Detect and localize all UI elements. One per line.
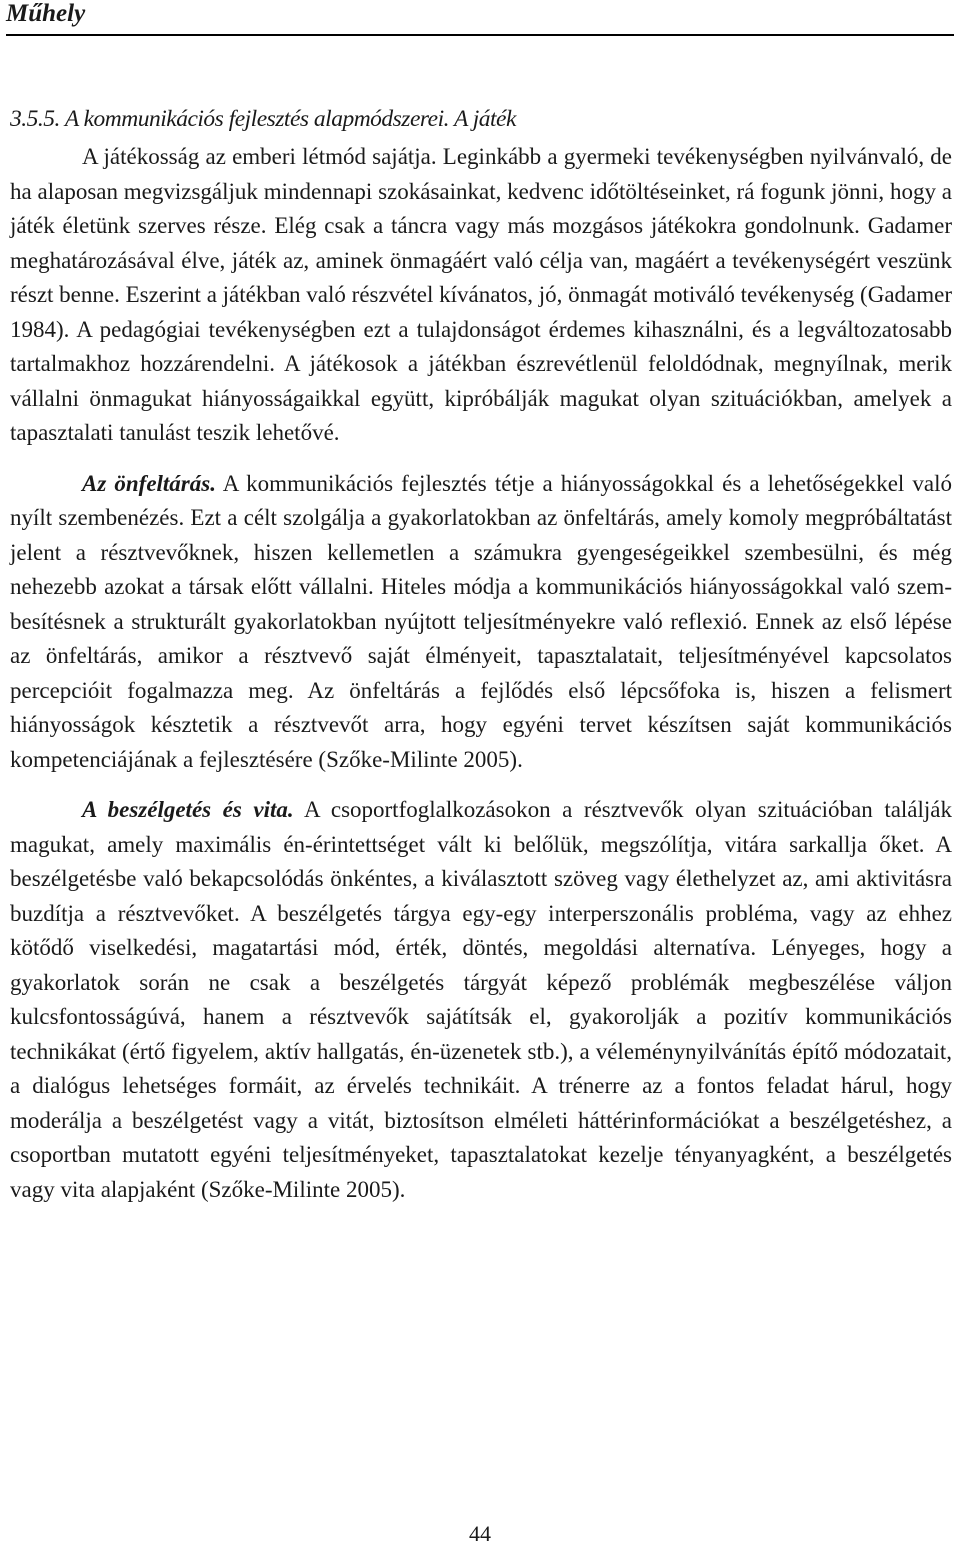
section-heading: 3.5.5. A kommunikációs fejlesztés alapmódszerei. A játék <box>10 106 516 132</box>
paragraph-self-disclosure-lead: Az önfeltárás. <box>82 470 216 496</box>
paragraph-self-disclosure <box>10 467 952 778</box>
page-number: 44 <box>469 1521 491 1546</box>
running-header-title: Műhely <box>6 0 86 27</box>
paragraph-discussion-text: A csoportfoglalkozásokon a résztvevők olyan szituációban találják magukat, amely maximális én-érintettséget vált ki belőlük, megszólítja, vitára sarkallja őket. A beszélgetésbe való bekapcsolódás önkéntes, a kiválasztott szöveg vagy élethelyzet az, ami aktivitásra buzdítja a résztvevőket. A beszélgetés tárgya egy-egy interperszonális probléma, vagy az ehhez kötődő viselkedési, magatartási mód, érték, döntés, megoldási alternatíva. Lényeges, hogy a gyakorlatok során ne csak a beszélgetés tárgyát képező problémák megbeszélése váljon kulcsfontosságúvá, hanem a résztvevők sajátítsák el, gyakorolják a pozitív kommunikációs technikákat (értő figyelem, aktív hallgatás, én-üzenetek stb.), a véleménynyilvánítás építő módozatait, a dialógus lehetséges formáit, az érvelés technikáit. A trénerre az a fontos feladat hárul, hogy moderálja a beszélgetést vagy a vitát, biztosítson elméleti háttérinformációkat a beszélgetéshez, a csoportban mutatott egyéni teljesítményeket, tapasztalatokat kezelje tényanyagként, a beszélgetés vagy vita alapjaként (Szőke-Milinte 2005). <box>10 797 953 1202</box>
page-content <box>10 102 952 1207</box>
paragraph-intro <box>10 140 952 451</box>
paragraph-discussion <box>10 793 952 1207</box>
paragraph-discussion-lead: A beszélgetés és vita. <box>82 797 294 822</box>
paragraph-intro-text: A játékosság az emberi létmód sajátja. Leginkább a gyermeki tevékenységben nyilvánvaló, de ha alaposan megvizsgáljuk mindennapi szokásainkat, kedvenc időtöltéseinket, rá fogunk jönni, hogy a játék életünk szerves része. Elég csak a táncra vagy más mozgásos játékokra gondolnunk. Gadamer meghatározásával élve, játék az, aminek önmagáért való célja van, magáért a tevékenységért veszünk részt benne. Eszerint a játékban való részvétel kívánatos, jó, önmagát motiváló tevékenység (Gadamer 1984). A pedagógiai tevékenységben ezt a tulajdonságot érdemes kihasználni, és a legváltozatosabb tartalmakhoz hozzárendelni. A játékosok a játékban észrevétlenül feloldódnak, megnyílnak, merik vállalni önmagukat hiányosságaikkal együtt, kipróbálják magukat olyan szituációkban, amelyek a tapasztalati tanulást teszik lehetővé. <box>10 144 953 445</box>
running-header <box>6 0 954 36</box>
paragraph-self-disclosure-text: A kommunikációs fejlesztés tétje a hiányosságokkal és a lehetőségekkel való nyílt szembenézés. Ezt a célt szolgálja a gyakorlatokban az önfeltárás, amely komoly megpróbáltatást jelent a résztvevőknek, hiszen kellemetlen a számukra gyengeségeikkel szembesülni, és még nehezebb azokat a társak előtt vállalni. Hiteles módja a kommunikációs hiányosságokkal való szembesítésnek a strukturált gyakorlatokban nyújtott teljesítményekre való reflexió. Ennek az első lépése az önfeltárás, amikor a résztvevő saját élményeit, tapasztalatait, teljesítményével kapcsolatos percepcióit fogalmazza meg. Az önfeltárás a fejlődés első lépcsőfoka is, hiszen a felismert hiányosságok késztetik a résztvevőt arra, hogy egyéni tervet készítsen saját kommunikációs kompetenciájának a fejlesztésére (Szőke-Milinte 2005). <box>10 470 952 772</box>
